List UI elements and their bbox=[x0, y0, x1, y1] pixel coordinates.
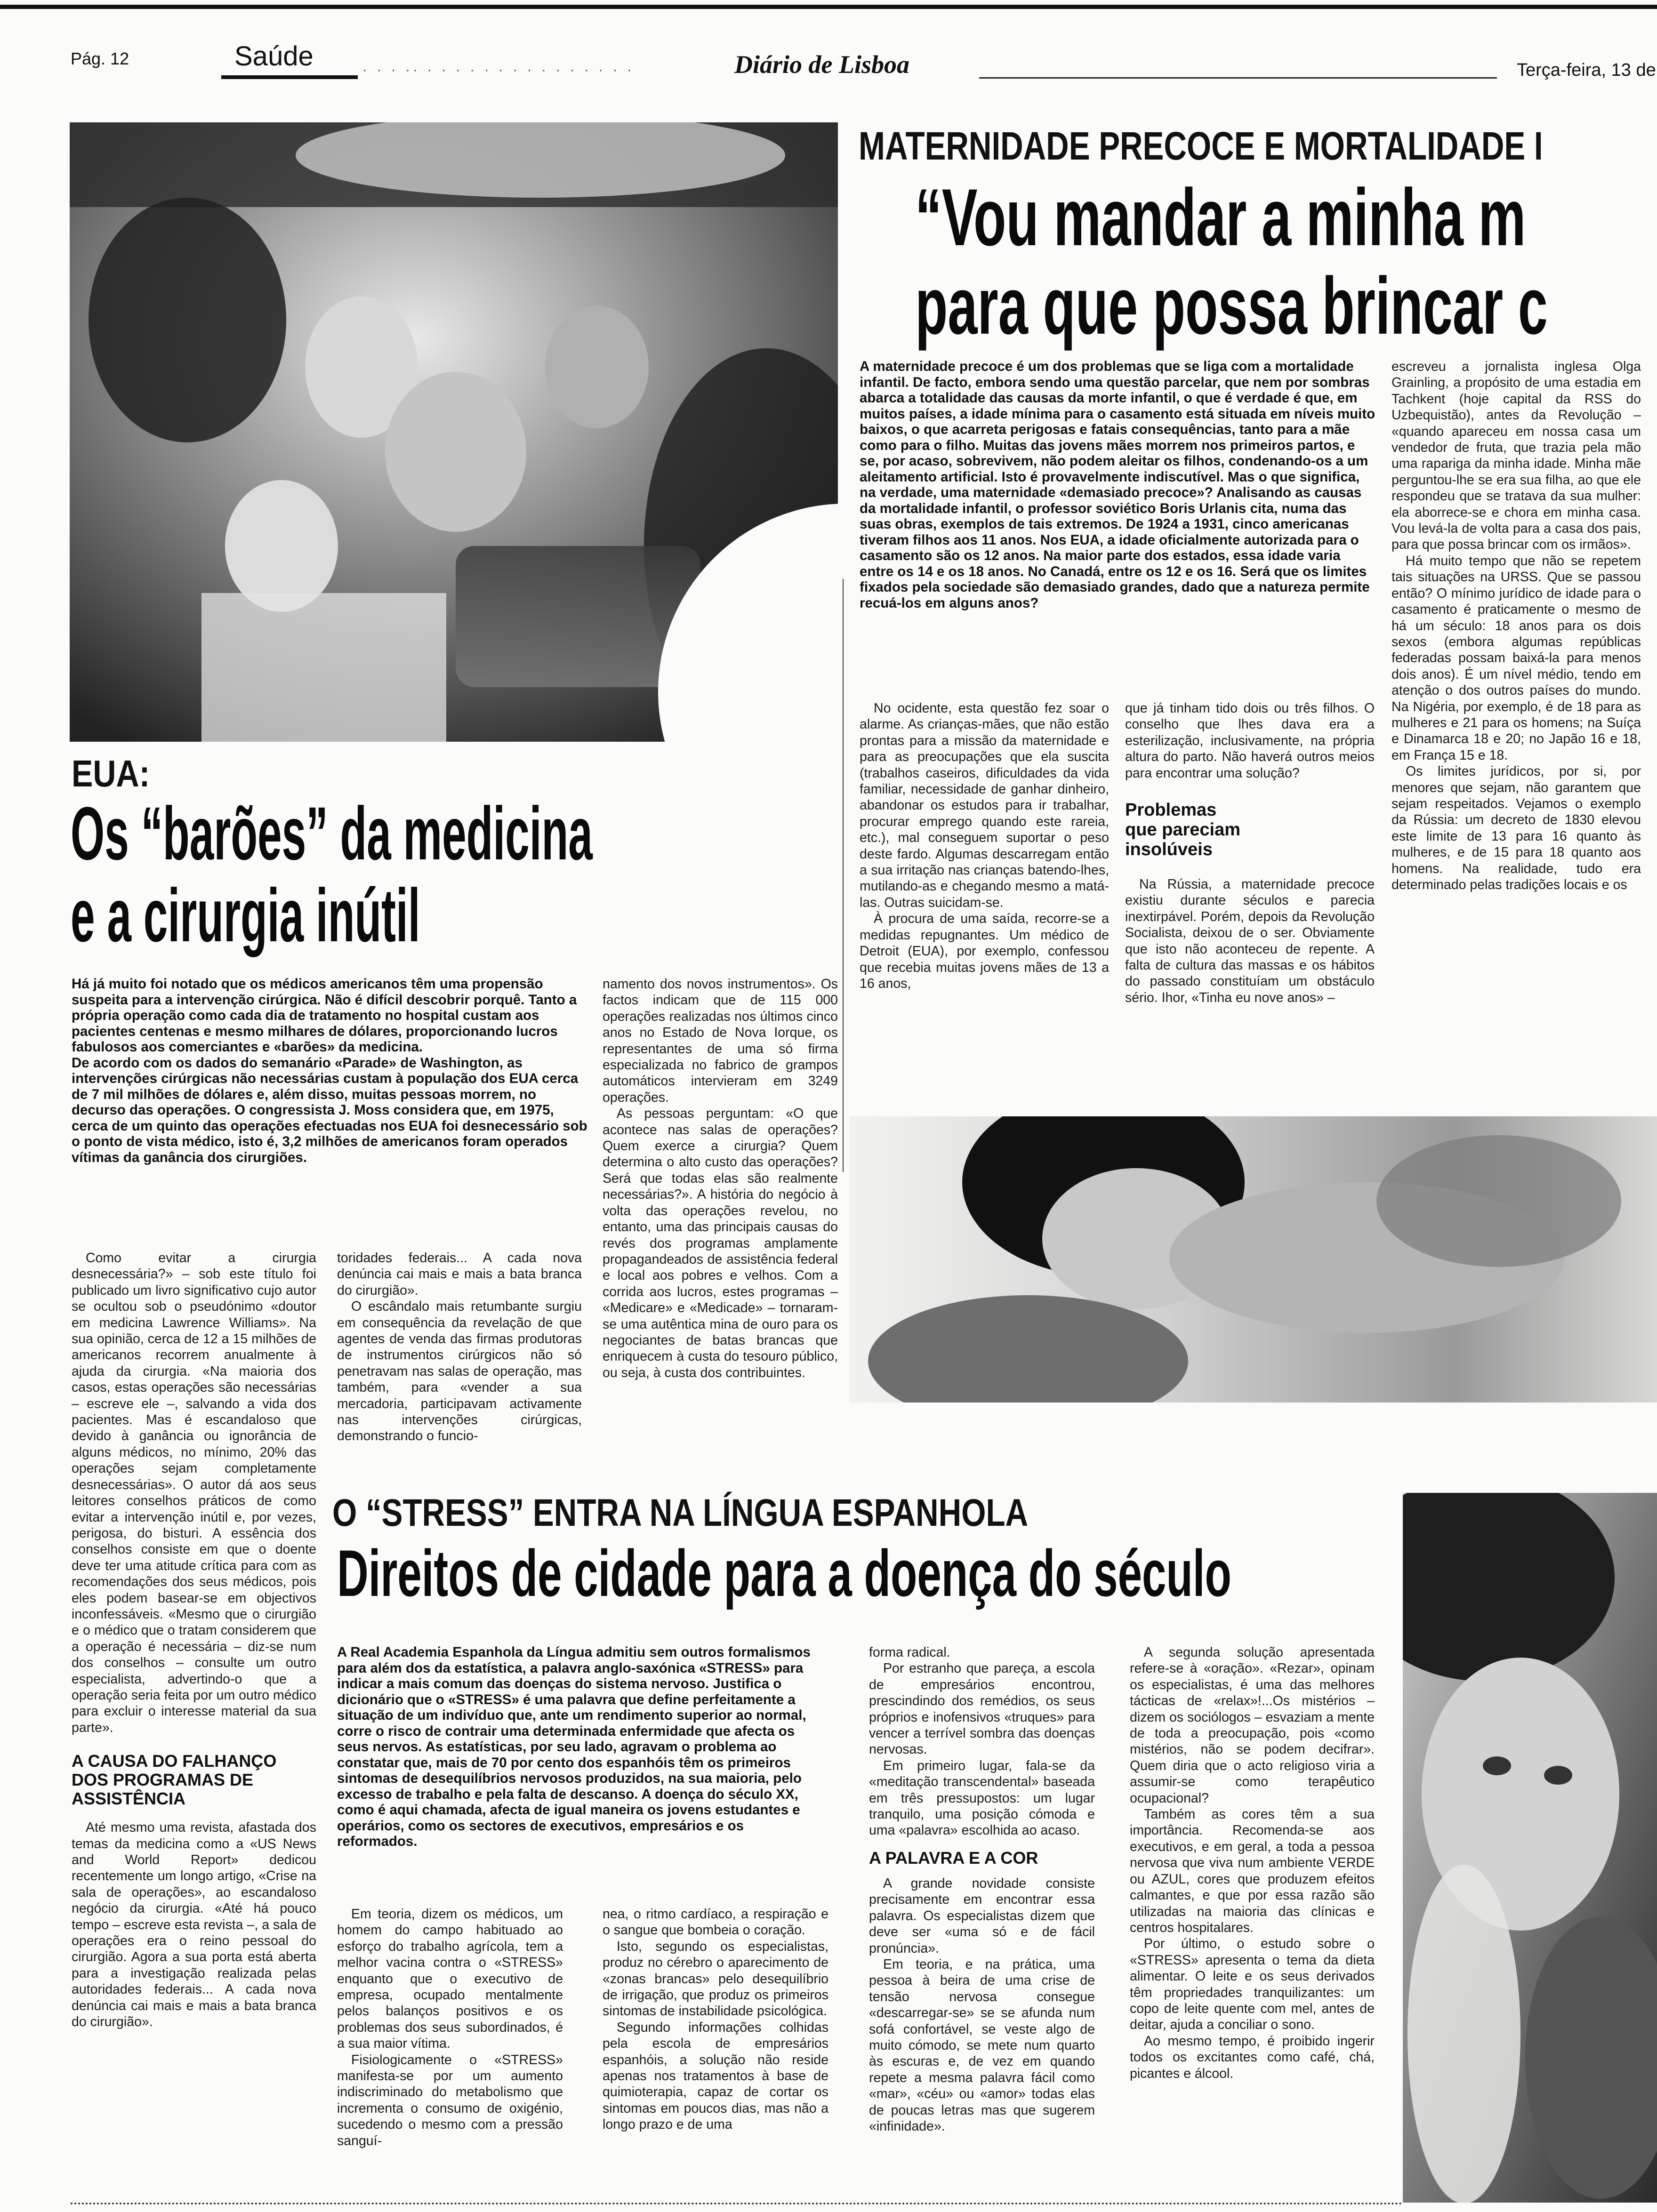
surgery-photo-icon bbox=[70, 122, 838, 742]
article2-lead bbox=[860, 359, 1377, 611]
masthead: Diário de Lisboa bbox=[734, 50, 909, 79]
article1-col2 bbox=[337, 1250, 582, 1444]
article3-col3-p4: A grande novidade consiste precisamente em encontrar essa palavra. Os especialistas dizem que deve ser «uma só e de fácil pronúncia». bbox=[869, 1875, 1095, 1956]
article1-kicker: EUA: bbox=[72, 753, 150, 794]
header-dots: · · · ·· · · · · · · · · · · · · · · · bbox=[362, 62, 635, 78]
article3-col3-p5: Em teoria, e na prática, uma pessoa à beira de uma crise de tensão nervosa consegue «descarregar-se» se se afunda num sofá confortável, se veste algo de muito cómodo, se mete num quarto às escuras e, de vez em quando repete a mesma palavra fácil como «mar», «céu» ou «amor» todas elas de poucas letras mas que sugerem «infinidade». bbox=[869, 1956, 1095, 2134]
article3-col1-p2: Fisiologicamente o «STRESS» manifesta-se por um aumento indiscriminado do metabolismo que incrementa o consumo de oxigénio, sucedendo o mesmo com a pressão sanguí- bbox=[337, 2052, 563, 2148]
article1-col3-p2: As pessoas perguntam: «O que acontece nas salas de operações? Quem exerce a cirurgia? Quem determina o alto custo das operações? Será que todas elas são realmente necessárias?». A história do negócio à volta das operações revelou, no entanto, uma das principais causas do revés dos programas amplamente propagandeados de assistência federal e local aos pobres e velhos. Com a corrida aos lucros, estes programas – «Medicare» e «Medicade» – tornaram-se uma autêntica mina de ouro para os negociantes de batas brancas que enriquecem à custa do tesouro público, ou seja, à custa dos contribuintes. bbox=[603, 1106, 838, 1380]
article3-col4-p1: A segunda solução apresentada refere-se à «oração». «Rezar», opinam os especialistas, é uma das melhores tácticas de «relax»!...Os mistérios – dizem os sociólogos – esvaziam a mente de toda a preocupação, pois «como mistérios, não se podem decifrar». Quem diria que o acto religioso viria a assumir-se como terapêutico ocupacional? bbox=[1130, 1645, 1375, 1806]
article3-col1-p1: Em teoria, dizem os médicos, um homem do campo habituado ao esforço do trabalho agrícola, tem a melhor vacina contra o «STRESS» enquanto que o executivo de empresa, ocupado mentalmente pelos balanços positivos e os problemas dos seus subordinados, é a sua maior vítima. bbox=[337, 1907, 563, 2052]
date: Terça-feira, 13 de bbox=[1517, 60, 1656, 80]
article1-col1-p2: Até mesmo uma revista, afastada dos temas da medicina como a «US News and World Report» dedicou recentemente um longo artigo, «Crise na sala de operações», ao escandaloso negócio da cirurgia. «Até há pouco tempo – escreve esta revista –, a sala de operações era o reino pessoal do cirurgião. Agora a sua porta está aberta para a investigação realizada pelas autoridades federais... A cada nova denúncia cai mais e mais a bata branca do cirurgião». bbox=[72, 1820, 316, 2030]
bottom-rule bbox=[71, 2203, 1403, 2204]
column-rule bbox=[843, 579, 844, 1172]
article3-subhead: A PALAVRA E A COR bbox=[869, 1848, 1038, 1867]
article2-colC-p1: escreveu a jornalista inglesa Olga Grainling, a propósito de uma estadia em Tachkent (hoje capital da RSS do Uzbequistão), antes da Revolução – «quando apareceu em nossa casa um vendedor de fruta, que trazia pela mão uma rapariga da minha idade. Minha mãe perguntou-lhe se era sua filha, ao que ele respondeu que se tratava da sua mulher: ela aborrece-se e chora em minha casa. Vou levá-la de volta para a casa dos pais, para que possa brincar com os irmãos». bbox=[1392, 359, 1641, 553]
article3-col2-p3: Segundo informações colhidas pela escola de empresários espanhóis, a solução não reside apenas nos tratamentos à base de quimioterapia, capaz de cortar os sintomas em poucos dias, mas não a longo prazo e de uma bbox=[603, 2020, 828, 2132]
section-underline bbox=[221, 75, 358, 79]
article3-col4-p4: Ao mesmo tempo, é proibido ingerir todos os excitantes como café, chá, picantes e álcool. bbox=[1130, 2033, 1375, 2081]
article3-col4 bbox=[1130, 1644, 1375, 2082]
article3-col4-p2: Também as cores têm a sua importância. Recomenda-se aos executivos, e em geral, a toda a pessoa nervosa que viva num ambiente VERDE ou AZUL, cores que produzem efeitos calmantes, e que por essa razão são utilizadas na maioria das clínicas e centros hospitalares. bbox=[1130, 1807, 1375, 1935]
article2-colB bbox=[1125, 700, 1375, 1006]
mother-child-photo bbox=[849, 1116, 1657, 1403]
article3-kicker: O “STRESS” ENTRA NA LÍNGUA ESPANHOLA bbox=[332, 1491, 1029, 1534]
article2-colC-p3: Os limites jurídicos, por si, por menores que sejam, não garantem que sejam respeitados. Vejamos o exemplo da Rússia: um decreto de 1830 elevou este limite de 13 para 16 quanto às mulheres, e de 15 para 18 quanto aos homens. Na realidade, tudo era determinado pelas tradições locais e os bbox=[1392, 764, 1641, 892]
article3-col2-p1: nea, o ritmo cardíaco, a respiração e o sangue que bombeia o coração. bbox=[603, 1907, 828, 1938]
article1-title-line2: e a cirurgia inútil bbox=[71, 873, 420, 957]
page-number: Pág. 12 bbox=[71, 49, 129, 68]
article1-lead-p2: De acordo com os dados do semanário «Parade» de Washington, as intervenções cirúrgicas não necessárias custam à população dos EUA cerca de 7 mil milhões de dólares e, além disso, muitas pessoas morrem, no decurso das operações. O congressista J. Moss considera que, em 1975, cerca de um quinto das operações efectuadas nos EUA foi desnecessário sob o ponto de vista médico, isto é, 3,2 milhões de americanos foram operados vítimas da ganância dos cirurgiões. bbox=[72, 1055, 587, 1165]
article1-col1-p1: Como evitar a cirurgia desnecessária?» – sob este título foi publicado um livro significativo cujo autor se ocultou sob o pseudónimo «doutor em medicina Lawrence Williams». Na sua opinião, cerca de 12 a 15 milhões de americanos recorrem anualmente à ajuda da cirurgia. «Na maioria dos casos, estas operações são necessárias – escreve ele –, salvando a vida dos pacientes. Mas é escandaloso que devido à ganância ou ignorância de alguns médicos, no mínimo, 20% das operações sejam completamente desnecessárias». O autor dá aos seus leitores conselhos práticos de como evitar a intervenção inútil e, por vezes, perigosa, do bisturi. A essência dos conselhos consiste em que o doente deve ter uma atitude crítica para com as recomendações dos seus médicos, pois eles podem basear-se em objectivos inconfessáveis. «Mesmo que o cirurgião e o médico que o tratam considerem que a operação é necessária – diz-se num dos conselhos – consulte um outro especialista, advertindo-o que a operação seria feita por um outro médico para excluir o interesse material da sua parte». bbox=[72, 1250, 316, 1735]
article3-col3-p2: Por estranho que pareça, a escola de empresários encontrou, prescindindo dos remédios, os seus próprios e inofensivos «truques» para vencer a terrível sombra das doenças nervosas. bbox=[869, 1661, 1095, 1757]
surgery-photo bbox=[70, 122, 838, 742]
article1-subhead: A CAUSA DO FALHANÇO DOS PROGRAMAS DE ASSISTÊNCIA bbox=[72, 1751, 277, 1809]
article1-col3-p1: namento dos novos instrumentos». Os factos indicam que de 115 000 operações realizadas nos últimos cinco anos no Estado de Nova Iorque, os representantes de uma só firma especializada no fabrico de grampos automáticos intervieram em 3249 operações. bbox=[603, 977, 838, 1105]
section-name: Saúde bbox=[234, 41, 314, 72]
article1-col2-p1: toridades federais... A cada nova denúncia cai mais e mais a bata branca do cirurgião». bbox=[337, 1250, 582, 1298]
article3-col3-p3: Em primeiro lugar, fala-se da «meditação transcendental» baseada em três pressupostos: um lugar tranquilo, uma posição cómoda e uma «palavra» escolhida ao acaso. bbox=[869, 1758, 1095, 1838]
article3-col4-p3: Por último, o estudo sobre o «STRESS» apresenta o tema da dieta alimentar. O leite e os seus derivados têm propriedades tranquilizantes: um copo de leite quente com mel, antes de deitar, ajuda a conciliar o sono. bbox=[1130, 1936, 1375, 2033]
header-rule bbox=[979, 77, 1497, 79]
article3-col1 bbox=[337, 1906, 563, 2149]
article1-title-line1: Os “barões” da medicina bbox=[71, 791, 593, 875]
article3-title: Direitos de cidade para a doença do século bbox=[337, 1536, 1231, 1610]
article1-col1 bbox=[72, 1250, 316, 2030]
article2-colA bbox=[860, 700, 1109, 992]
article2-title-line1: “Vou mandar a minha m bbox=[915, 172, 1526, 263]
top-rule bbox=[0, 5, 1657, 9]
article2-colA-p1: No ocidente, esta questão fez soar o alarme. As crianças-mães, que não estão prontas para a missão da maternidade e para as preocupações que ela suscita (trabalhos caseiros, dificuldades da vida familiar, necessidade de ganhar dinheiro, abandonar os estudos para ir trabalhar, procurar emprego quando este rareia, etc.), mal conseguem suportar o peso deste fardo. Algumas descarregam então a sua irritação nas crianças batendo-lhes, mutilando-as e chegando mesmo a matá-las. Outras suicidam-se. bbox=[860, 701, 1109, 910]
article2-lead-text: A maternidade precoce é um dos problemas que se liga com a mortalidade infantil. De facto, embora sendo uma questão parcelar, que nem por sombras abarca a totalidade das causas da morte infantil, o que é verdade é que, em muitos países, a idade mínima para o casamento está situada em níveis muito baixos, o que acarreta perigosas e fatais consequências, tanto para a mãe como para o filho. Muitas das jovens mães morrem nos primeiros partos, e se, por acaso, sobrevivem, não podem aleitar os filhos, condenando-os a um aleitamento artificial. Isto é provavelmente indiscutível. Mas o que significa, na verdade, uma maternidade «demasiado precoce»? Analisando as causas da mortalidade infantil, o professor soviético Boris Urlanis cita, numa das suas obras, exemplos de tais extremos. De 1924 a 1931, cinco americanas tiveram filhos aos 11 anos. Nos EUA, a idade oficialmente autorizada para o casamento são os 12 anos. Na maior parte dos estados, essa idade varia entre os 14 e os 18 anos. No Canadá, entre os 12 e os 16. Será que os limites fixados pela sociedade são demasiado grandes, dado que a natureza permite recuá-los em alguns anos? bbox=[860, 359, 1375, 611]
child-photo bbox=[1403, 1493, 1657, 2203]
article2-subhead: Problemas que pareciam insolúveis bbox=[1125, 800, 1240, 860]
article2-colB-p1: que já tinham tido dois ou três filhos. O conselho que lhes dava era a esterilização, inclusivamente, na própria altura do parto. Não haverá outros meios para encontrar uma solução? bbox=[1125, 701, 1375, 781]
child-photo-icon bbox=[1403, 1493, 1657, 2203]
article3-col3-p1: forma radical. bbox=[869, 1645, 950, 1660]
article1-lead-p1: Há já muito foi notado que os médicos americanos têm uma propensão suspeita para a intervenção cirúrgica. Não é difícil descobrir porquê. Tanto a própria operação como cada dia de tratamento no hospital custam aos pacientes centenas e mesmo milhares de dólares, proporcionando lucros fabulosos aos comerciantes e «barões» da medicina. bbox=[72, 976, 577, 1055]
article3-lead-text: A Real Academia Espanhola da Língua admitiu sem outros formalismos para além dos da estatística, a palavra anglo-saxónica «STRESS» para indicar a mais comum das doenças do sistema nervoso. Justifica o dicionário que o «STRESS» é uma palavra que define perfeitamente a situação de um indivíduo que, ante um rendimento superior ao normal, corre o risco de contrair uma determinada enfermidade que afecta os seus nervos. As estatísticas, por seu lado, agravam o problema ao constatar que, mais de 70 por cento dos espanhóis têm os primeiros sintomas de desequilíbrios nervosos produzidos, na sua maioria, pelo excesso de trabalho e pela falta de descanso. A doença do século XX, como é aqui chamada, afecta de igual maneira os jovens estudantes e operários, como os sectores de executivos, empresários e os reformados. bbox=[337, 1644, 811, 1849]
article3-lead bbox=[337, 1644, 827, 1850]
article2-colC-p2: Há muito tempo que não se repetem tais situações na URSS. Que se passou então? O mínimo jurídico de idade para o casamento é praticamente o mesmo de há um século: 18 anos para os dois sexos (embora algumas repúblicas federadas possam baixá-la para menos dois anos). É um nível médio, tendo em atenção o dos outros países do mundo. Na Nigéria, por exemplo, é de 18 para as mulheres e 21 para os homens; na Suíça e Dinamarca 18 e 20; no Japão 16 e 18, em França 15 e 18. bbox=[1392, 553, 1641, 763]
article1-col2-p2: O escândalo mais retumbante surgiu em consequência da revelação de que agentes de venda das firmas produtoras de instrumentos cirúrgicos não só penetravam nas salas de operação, mas também, para «vender a sua mercadoria, participavam activamente nas intervenções cirúrgicas, demonstrando o funcio- bbox=[337, 1299, 582, 1444]
article2-colC bbox=[1392, 359, 1641, 893]
article1-lead bbox=[72, 976, 587, 1165]
article3-col2-p2: Isto, segundo os especialistas, produz no cérebro o aparecimento de «zonas brancas» pelo desequilíbrio de irrigação, que produz os primeiros sintomas de instabilidade psicológica. bbox=[603, 1939, 828, 2019]
article2-colB-p2: Na Rússia, a maternidade precoce existiu durante séculos e parecia inextirpável. Porém, depois da Revolução Socialista, deixou de o ser. Obviamente que isto não aconteceu de repente. A falta de cultura das massas e os hábitos do passado constituíam um obstáculo sério. Ihor, «Tinha eu nove anos» – bbox=[1125, 877, 1375, 1005]
article3-col3 bbox=[869, 1644, 1095, 2134]
article2-title-line2: para que possa brincar c bbox=[915, 261, 1548, 351]
article3-col2 bbox=[603, 1906, 828, 2133]
article1-col3 bbox=[603, 976, 838, 1381]
article2-colA-p2: À procura de uma saída, recorre-se a medidas repugnantes. Um médico de Detroit (EUA), por exemplo, confessou que recebia muitas jovens mães de 13 a 16 anos, bbox=[860, 911, 1109, 991]
article2-kicker: MATERNIDADE PRECOCE E MORTALIDADE I bbox=[859, 124, 1543, 168]
mother-child-photo-icon bbox=[849, 1116, 1657, 1403]
